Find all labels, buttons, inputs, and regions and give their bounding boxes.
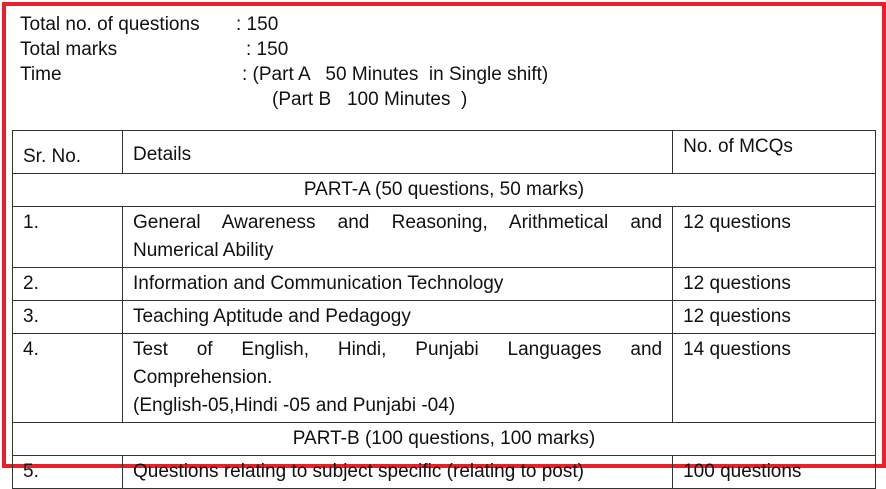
details-note: (English-05,Hindi -05 and Punjabi -04) (133, 395, 456, 416)
time-value-part-b: (Part B 100 Minutes ) (272, 89, 468, 110)
document-frame (2, 2, 886, 482)
part-b-section-row (13, 423, 876, 456)
part-a-heading: PART-A (50 questions, 50 marks) (13, 174, 876, 207)
table-row (13, 268, 876, 301)
table-header-row (13, 131, 876, 174)
column-header-mcqs: No. of MCQs (673, 131, 876, 174)
mcqs-cell: 100 questions (673, 456, 876, 489)
total-marks-label: Total marks (20, 39, 118, 60)
total-questions-label: Total no. of questions (20, 14, 200, 35)
sr-no-cell: 2. (13, 268, 123, 301)
mcqs-cell: 12 questions (673, 301, 876, 334)
mcqs-cell: 12 questions (673, 268, 876, 301)
table-row (13, 207, 876, 268)
sr-no-cell: 4. (13, 334, 123, 423)
table-row (13, 301, 876, 334)
details-cell: General Awareness and Reasoning, Arithmetical and Numerical Ability (123, 207, 673, 268)
column-header-details: Details (123, 131, 673, 174)
part-b-heading: PART-B (100 questions, 100 marks) (13, 423, 876, 456)
sr-no-cell: 3. (13, 301, 123, 334)
mcqs-cell: 12 questions (673, 207, 876, 268)
mcqs-cell: 14 questions (673, 334, 876, 423)
mcq-distribution-table (12, 130, 876, 489)
sr-no-cell: 1. (13, 207, 123, 268)
details-cell (123, 334, 673, 423)
column-header-sr-no: Sr. No. (13, 131, 123, 174)
details-cell: Teaching Aptitude and Pedagogy (123, 301, 673, 334)
details-cell: Information and Communication Technology (123, 268, 673, 301)
details-cell: Questions relating to subject specific (relating to post) (123, 456, 673, 489)
total-questions-value: : 150 (236, 14, 279, 35)
sr-no-cell: 5. (13, 456, 123, 489)
table-row (13, 334, 876, 423)
total-marks-value: : 150 (246, 39, 289, 60)
part-a-section-row (13, 174, 876, 207)
details-text: Test of English, Hindi, Punjabi Languages and Comprehension. (133, 339, 663, 388)
time-label: Time (20, 64, 62, 85)
table-row (13, 456, 876, 489)
time-value-part-a: : (Part A 50 Minutes in Single shift) (242, 64, 549, 85)
